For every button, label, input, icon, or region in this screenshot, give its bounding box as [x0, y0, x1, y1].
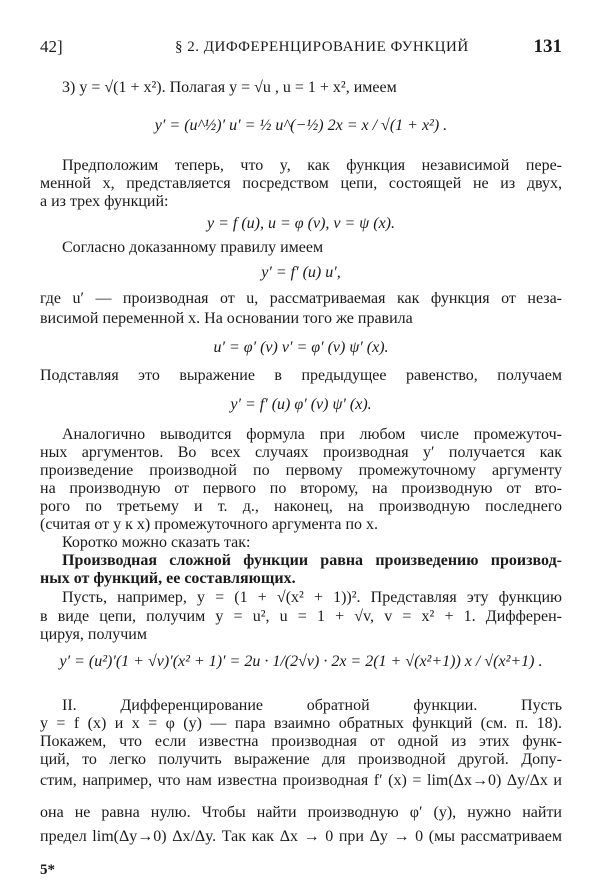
chapter-title: § 2. ДИФФЕРЕНЦИРОВАНИЕ ФУНКЦИЙ: [175, 39, 469, 55]
formula: y′ = (u^½)′ u′ = ½ u^(−½) 2x = x / √(1 + x²) .: [154, 117, 448, 134]
text-line: Согласно доказанному правилу имеем: [62, 239, 324, 256]
text-line: 3) y = √(1 + x²). Полагая y = √u , u = 1 + x², имеем: [62, 79, 397, 96]
text-line: Пусть, например, y = (1 + √(x² + 1))². Представляя эту функцию: [62, 589, 562, 606]
text-line: стим, например, что нам известна производная f′ (x) = lim(Δx→0) Δy/Δx и: [40, 772, 562, 789]
theorem-line: Производная сложной функции равна произведению производ-: [62, 552, 562, 569]
text-line: предел lim(Δy→0) Δx/Δy. Так как Δx → 0 при Δy → 0 (мы рассматриваем: [40, 828, 562, 845]
section-heading-line: II. Дифференцирование обратной функции. Пусть: [62, 697, 562, 714]
text-line: она не равна нулю. Чтобы найти производную φ′ (y), нужно найти: [40, 804, 562, 821]
text-line: Покажем, что если известна производная от одной из этих функ-: [40, 733, 562, 750]
formula: y′ = f′ (u) φ′ (v) ψ′ (x).: [230, 396, 372, 413]
section-number: 42]: [40, 37, 63, 56]
text-line: ных аргументов. Во всех случаях производная y′ получается как: [40, 444, 562, 461]
text-line: Коротко можно сказать так:: [62, 534, 251, 551]
text-line: цируя, получим: [40, 626, 147, 643]
formula: u′ = φ′ (v) v′ = φ′ (v) ψ′ (x).: [213, 339, 389, 356]
text-line: (считая от y к x) промежуточного аргумента по x.: [40, 516, 379, 533]
text-line: в виде цепи, получим y = u², u = 1 + √v, v = x² + 1. Дифферен-: [40, 608, 562, 625]
text-line: Подставляя это выражение в предыдущее равенство, получаем: [40, 367, 562, 384]
text-line: менной x, представляется посредством цепи, состоящей не из двух,: [40, 175, 562, 192]
text-line: где u′ — производная от u, рассматриваемая как функция от неза-: [40, 290, 562, 307]
text-line: висимой переменной x. На основании того же правила: [40, 310, 413, 327]
text-line: на производную от первого по второму, на производную от вто-: [40, 480, 562, 497]
text-line: ций, то легко получить выражение для производной другой. Допу-: [40, 751, 562, 768]
page-number: 131: [533, 36, 562, 57]
text-line: y = f (x) и x = φ (y) — пара взаимно обратных функций (см. п. 18).: [40, 715, 562, 732]
text-line: Аналогично выводится формула при любом числе промежуточ-: [62, 426, 562, 443]
text-line: рого по третьему и т. д., наконец, на производную последнего: [40, 498, 562, 515]
theorem-line: ных от функций, ее составляющих.: [40, 570, 296, 587]
formula: y′ = f′ (u) u′,: [261, 264, 341, 281]
text-line: произведение производной по первому промежуточному аргументу: [40, 462, 562, 479]
text-line: Предположим теперь, что y, как функция независимой пере-: [62, 157, 562, 174]
formula: y = f (u), u = φ (v), v = ψ (x).: [207, 215, 395, 232]
formula: y′ = (u²)′(1 + √v)′(x² + 1)′ = 2u · 1/(2√v) · 2x = 2(1 + √(x²+1)) x / √(x²+1) .: [59, 653, 543, 670]
text-line: а из трех функций:: [40, 193, 169, 210]
signature-mark: 5*: [40, 862, 55, 878]
